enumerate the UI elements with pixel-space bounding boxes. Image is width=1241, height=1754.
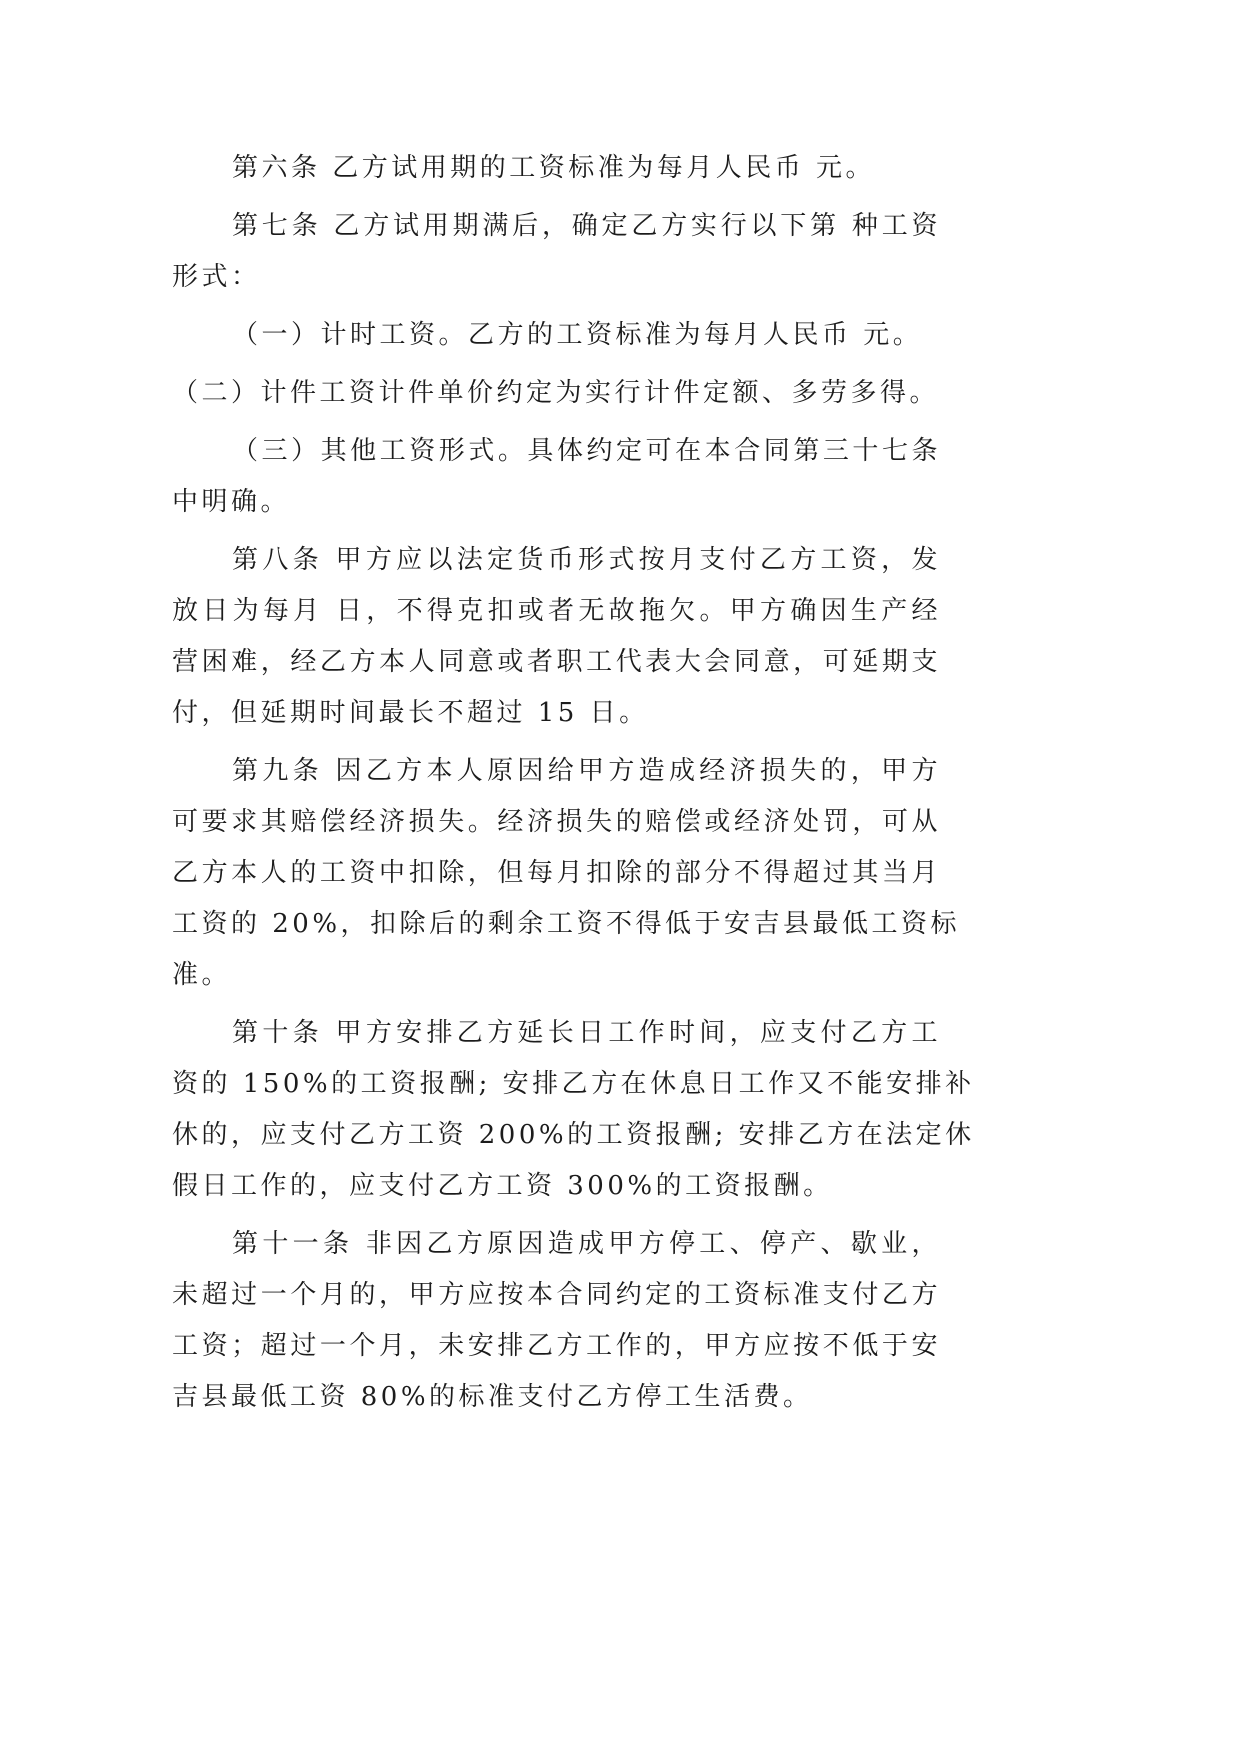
paragraph-line: 可要求其赔偿经济损失。经济损失的赔偿或经济处罚，可从: [172, 807, 941, 837]
paragraph-line: 放日为每月 日，不得克扣或者无故拖欠。甲方确因生产经: [172, 596, 941, 626]
paragraph-line: （三）其他工资形式。具体约定可在本合同第三十七条: [232, 436, 941, 466]
paragraph-line: 吉县最低工资 80%的标准支付乙方停工生活费。: [172, 1382, 813, 1412]
paragraph-line: 乙方本人的工资中扣除，但每月扣除的部分不得超过其当月: [172, 858, 941, 888]
paragraph-line: 第八条 甲方应以法定货币形式按月支付乙方工资，发: [232, 545, 941, 575]
paragraph-line: （一）计时工资。乙方的工资标准为每月人民币 元。: [232, 320, 923, 350]
paragraph-line: 第十一条 非因乙方原因造成甲方停工、停产、歇业，: [232, 1229, 941, 1259]
paragraph-line: 中明确。: [172, 487, 291, 517]
paragraph-line: 第十条 甲方安排乙方延长日工作时间，应支付乙方工: [232, 1018, 941, 1048]
paragraph-line: 假日工作的，应支付乙方工资 300%的工资报酬。: [172, 1171, 833, 1201]
paragraph-line: 准。: [172, 960, 232, 990]
paragraph-line: 休的，应支付乙方工资 200%的工资报酬; 安排乙方在法定休: [172, 1120, 975, 1150]
paragraph-line: 第七条 乙方试用期满后，确定乙方实行以下第 种工资: [232, 211, 941, 241]
paragraph-line: 付，但延期时间最长不超过 15 日。: [172, 698, 649, 728]
paragraph-line: 资的 150%的工资报酬; 安排乙方在休息日工作又不能安排补: [172, 1069, 975, 1099]
paragraph-line: （二）计件工资计件单价约定为实行计件定额、多劳多得。: [172, 378, 940, 408]
paragraph-line: 未超过一个月的，甲方应按本合同约定的工资标准支付乙方: [172, 1280, 941, 1310]
paragraph-line: 工资；超过一个月，未安排乙方工作的，甲方应按不低于安: [172, 1331, 941, 1361]
paragraph-line: 营困难，经乙方本人同意或者职工代表大会同意，可延期支: [172, 647, 941, 677]
paragraph-line: 工资的 20%，扣除后的剩余工资不得低于安吉县最低工资标: [172, 909, 961, 939]
paragraph-line: 形式：: [172, 262, 261, 292]
paragraph-line: 第六条 乙方试用期的工资标准为每月人民币 元。: [232, 153, 876, 183]
paragraph-line: 第九条 因乙方本人原因给甲方造成经济损失的，甲方: [232, 756, 941, 786]
